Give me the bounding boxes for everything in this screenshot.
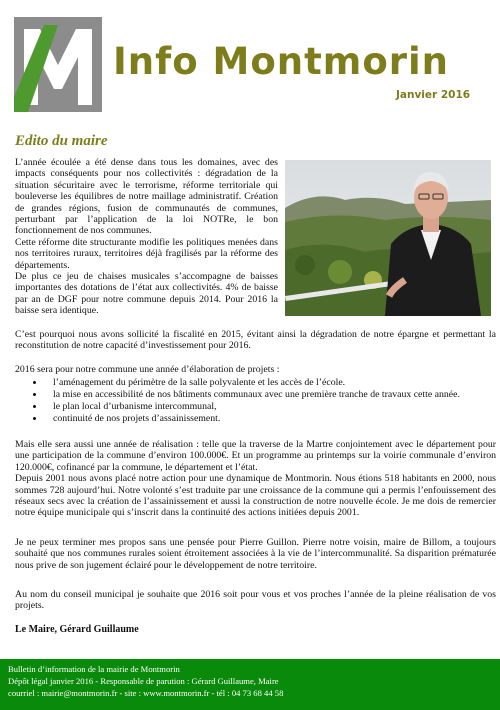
paragraph: Cette réforme dite structurante modifie les politiques menées dans nos territoires ruraux, territoires déjà fragilisés par la réforme des départements.	[15, 236, 278, 271]
paragraph: Depuis 2001 nous avons placé notre action pour une dynamique de Montmorin. Nous étions 518 habitants en 2000, nous sommes 728 aujourd’hui. Notre volonté s’est traduite par une croissance de la commune qui a permis l’enfouissement des réseaux secs avec la création de l’assainissement et aussi la construction de notre nouvelle école. Je me dois de remercier notre équipe municipale qui s’inscrit dans la continuité des actions initiées depuis 2001.	[15, 473, 496, 519]
list-item: • le plan local d’urbanisme intercommunal,	[45, 401, 496, 413]
section-title: Edito du maire	[15, 133, 108, 149]
fiscal-paragraph: C’est pourquoi nous avons sollicité la fiscalité en 2015, évitant ainsi la dégradation de notre épargne et permettant la reconstitution de notre capacité d’investissement pour 2016.	[15, 329, 496, 352]
footer	[0, 659, 500, 710]
montmorin-logo	[14, 17, 102, 112]
signature: Le Maire, Gérard Guillaume	[15, 624, 139, 635]
list-item: • continuité de nos projets d’assainissement.	[45, 413, 496, 425]
projects-list	[15, 377, 496, 424]
projects-intro: 2016 sera pour notre commune une année d’élaboration de projets :	[15, 364, 280, 375]
mayor-photo	[285, 160, 491, 316]
realisation-section	[15, 439, 496, 519]
projects-section	[15, 364, 496, 425]
intro-text	[15, 157, 278, 317]
wishes-paragraph: Au nom du conseil municipal je souhaite que 2016 soit pour vous et vos proches l’année de la pleine réalisation de vos projets.	[15, 589, 496, 612]
paragraph: De plus ce jeu de chaises musicales s’accompagne de baisses importantes des dotations de l’état aux collectivités. 4% de baisse par an de DGF pour notre commune depuis 2014. Pour 2016 la baisse sera identique.	[15, 271, 278, 317]
footer-line: Dépôt légal janvier 2016 - Responsable de parution : Gérard Guillaume, Maire	[8, 676, 279, 686]
paragraph: L’année écoulée a été dense dans tous les domaines, avec des impacts conséquents pour nos collectivités : dégradation de la situation sécuritaire avec le terrorisme, réforme territoriale qui bouleverse les équilibres de notre maillage administratif. Création de grandes régions, fusion de communautés de communes, perturbant par l’application de la loi NOTRe, le bon fonctionnement de nos communes.	[15, 157, 278, 237]
tribute-paragraph: Je ne peux terminer mes propos sans une pensée pour Pierre Guillon. Pierre notre voisin, maire de Billom, a toujours souhaité que nos communes rurales soient étroitement associées à la vie de l’intercommunalité. Sa disparition prématurée nous prive de son jugement éclairé pour le développement de notre territoire.	[15, 537, 496, 571]
newsletter-title: Info Montmorin	[113, 40, 450, 83]
list-item: • l’aménagement du périmètre de la salle polyvalente et les accès de l’école.	[45, 377, 496, 389]
footer-line: Bulletin d’information de la mairie de Montmorin	[8, 664, 180, 674]
list-item: • la mise en accessibilité de nos bâtiments communaux avec une première tranche de travaux cette année.	[45, 389, 496, 401]
footer-line: courriel : mairie@montmorin.fr - site : www.montmorin.fr - tél : 04 73 68 44 58	[8, 688, 284, 698]
issue-date: Janvier 2016	[396, 89, 471, 101]
paragraph: Mais elle sera aussi une année de réalisation : telle que la traverse de la Martre conjointement avec le département pour une participation de la commune d’environ 100.000€. Et un programme au printemps sur la voirie communale d’environ 120.000€, cofinancé par la commune, le département et l’état.	[15, 439, 496, 473]
